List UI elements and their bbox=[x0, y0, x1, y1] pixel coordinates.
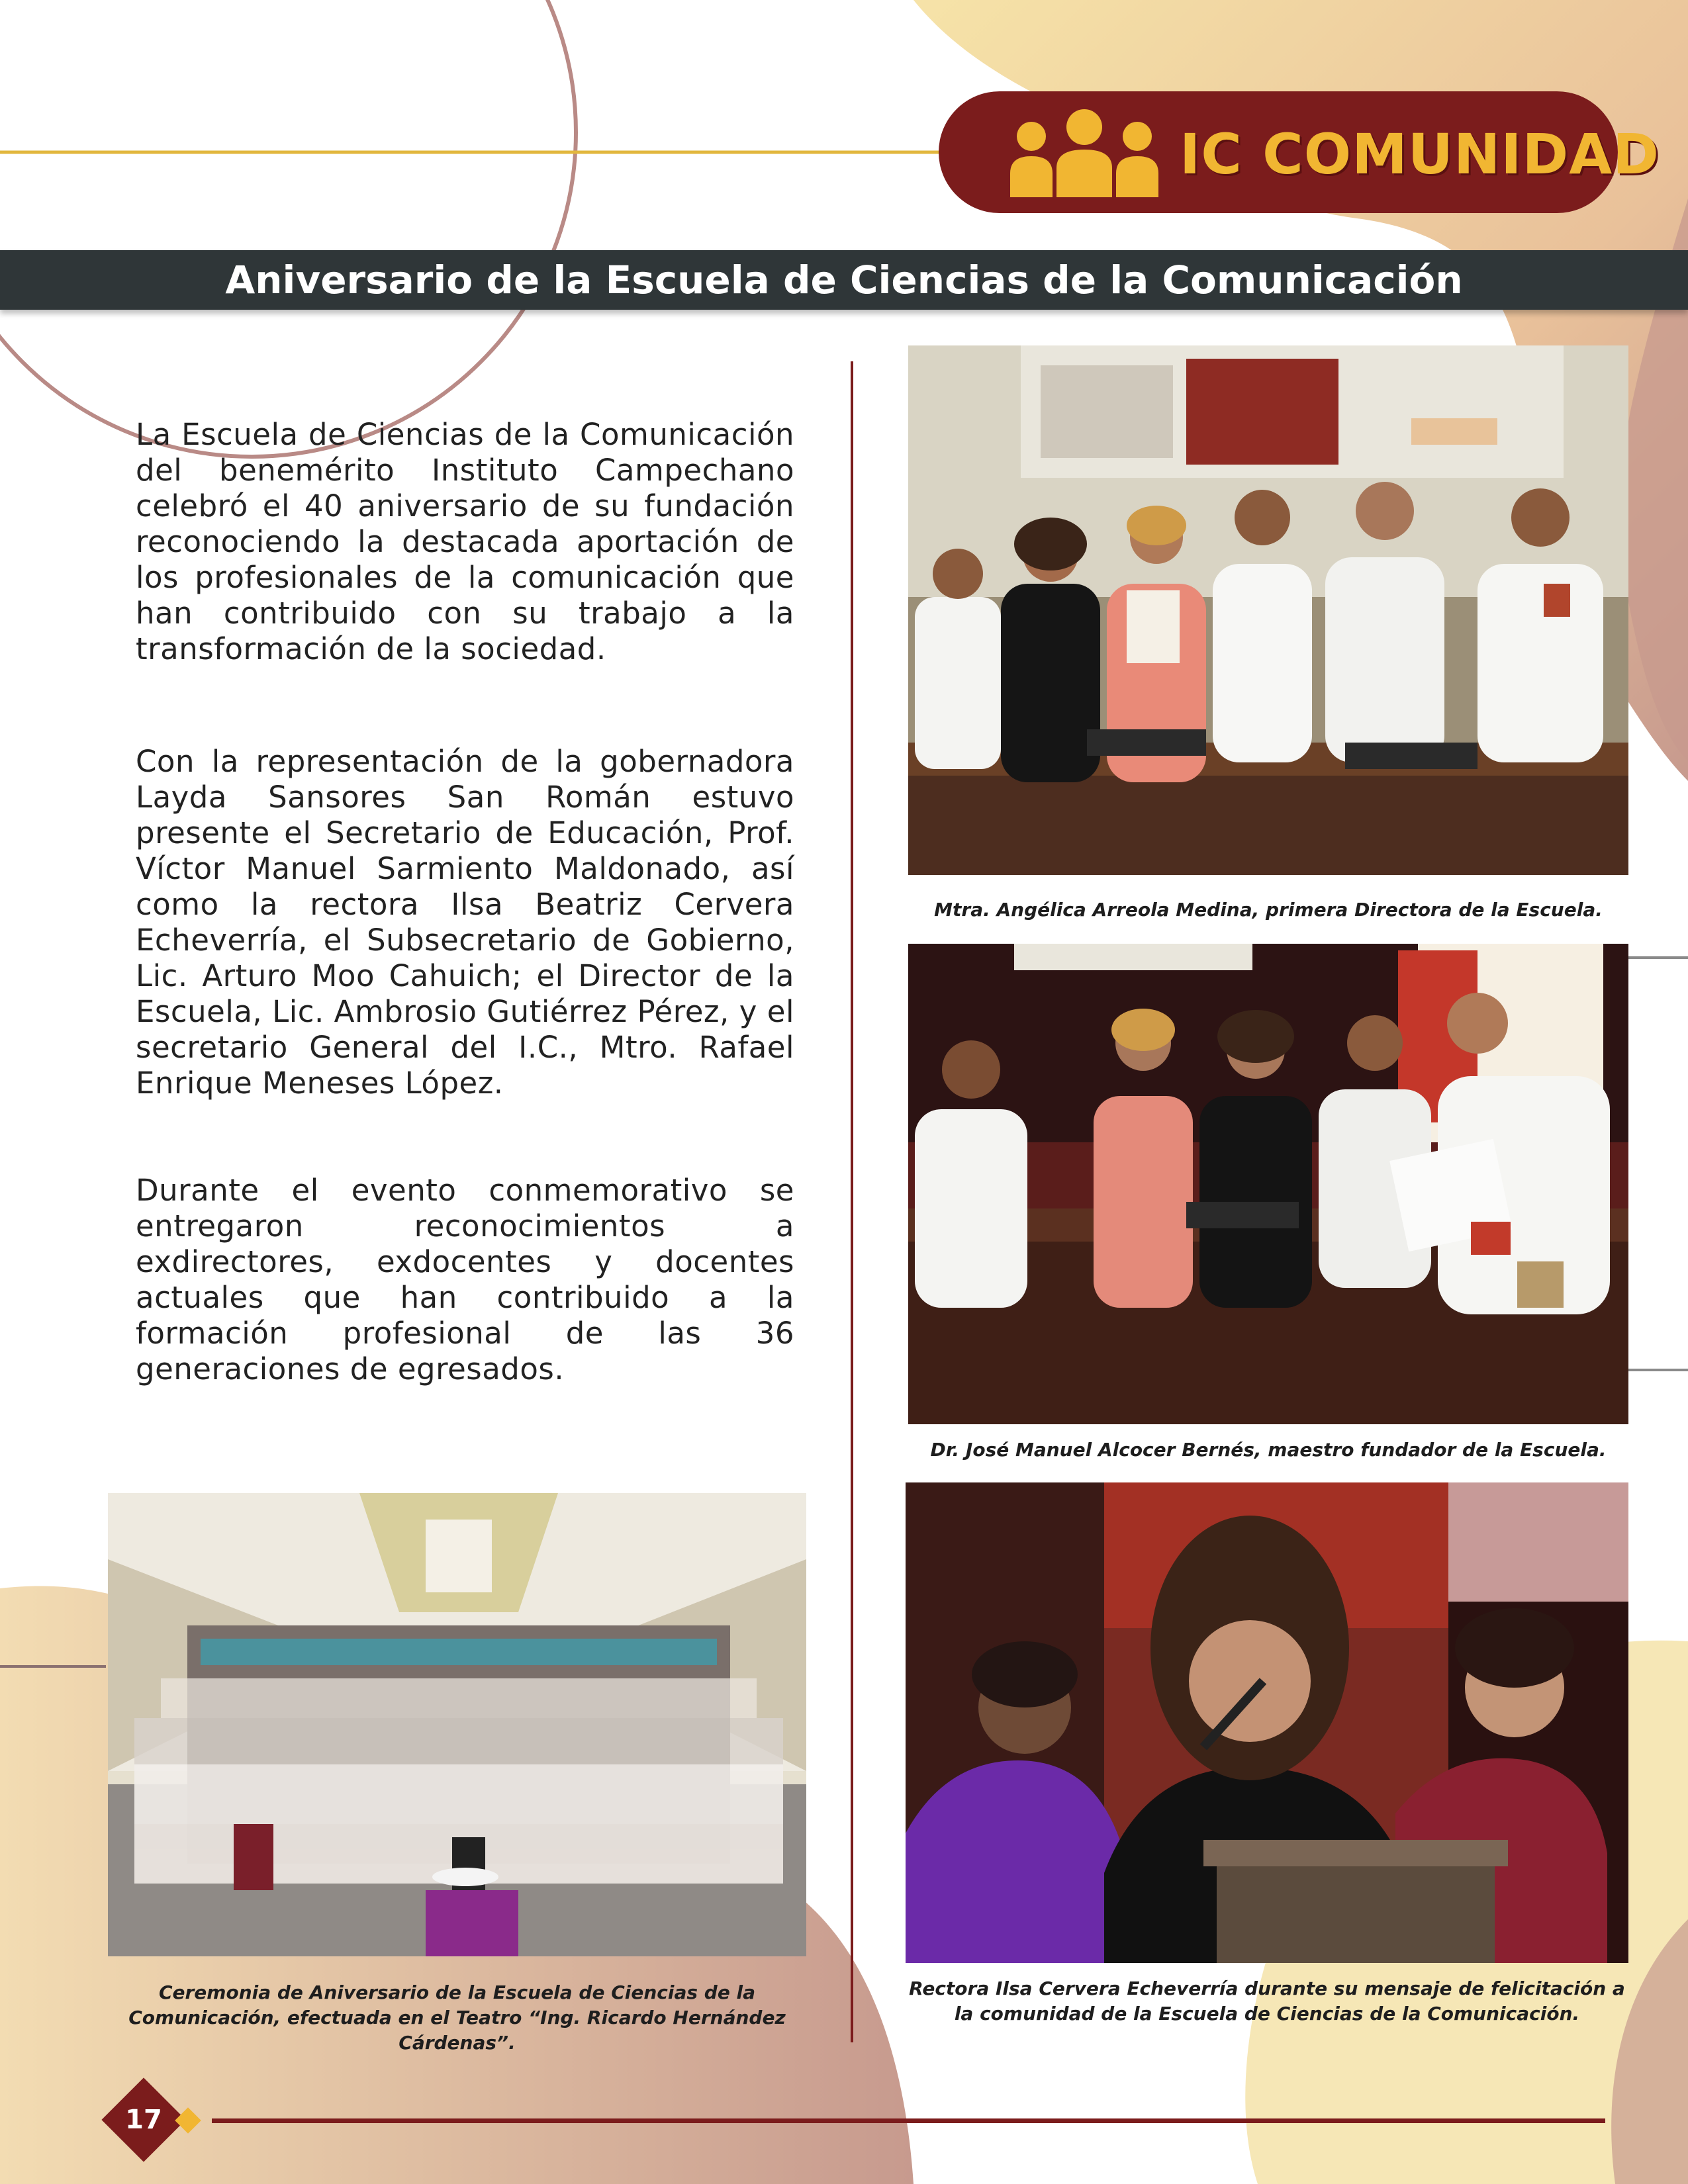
article-title: Aniversario de la Escuela de Ciencias de la Comunicación bbox=[225, 257, 1463, 302]
caption-photo-2: Dr. José Manuel Alcocer Bernés, maestro fundador de la Escuela. bbox=[930, 1439, 1607, 1461]
paragraph-2: Con la representación de la gobernadora Layda Sansores San Román estuvo presente el Secretario de Educación, Prof. Víctor Manuel Sarmiento Maldonado, así como la rectora Ilsa Beatriz Cervera Echeverría, el Subsecretario de Gobierno, Lic. Arturo Moo Cahuich; el Director de la Escuela, Lic. Ambrosio Gutiérrez Pérez, y el secretario General del I.C., Mtro. Rafael Enrique Meneses López. bbox=[136, 744, 794, 1101]
caption-photo-3: Rectora Ilsa Cervera Echeverría durante su mensaje de felicitación a la comunidad de la Escuela de Ciencias de la Comunicación. bbox=[909, 1978, 1625, 2025]
paragraph-1: La Escuela de Ciencias de la Comunicación del benemérito Instituto Campechano celebró el 40 aniversario de su fundación reconociendo la destacada aportación de los profesionales de la comunicación que han contribuido con su trabajo a la transformación de la sociedad. bbox=[136, 417, 794, 666]
section-label: IC COMUNIDAD bbox=[1180, 122, 1660, 187]
caption-photo-1: Mtra. Angélica Arreola Medina, primera Directora de la Escuela. bbox=[934, 899, 1603, 921]
paragraph-3: Durante el evento conmemorativo se entregaron reconocimientos a exdirectores, exdocentes y docentes actuales que han contribuido a la formación profesional de las 36 generaciones de egresados. bbox=[136, 1173, 794, 1387]
community-people-icon bbox=[1005, 107, 1164, 197]
photo-rector-speech bbox=[906, 1482, 1628, 1963]
photo-award-group-1 bbox=[908, 345, 1628, 875]
photo-theatre-ceremony bbox=[108, 1493, 806, 1956]
caption-photo-4: Ceremonia de Aniversario de la Escuela de Ciencias de la Comunicación, efectuada en el Teatro “Ing. Ricardo Hernández Cárdenas”. bbox=[128, 1981, 786, 2054]
page-number: 17 bbox=[125, 2105, 162, 2135]
photo-award-group-2 bbox=[908, 944, 1628, 1424]
footer-rule bbox=[212, 2118, 1605, 2123]
column-divider bbox=[851, 361, 853, 2042]
